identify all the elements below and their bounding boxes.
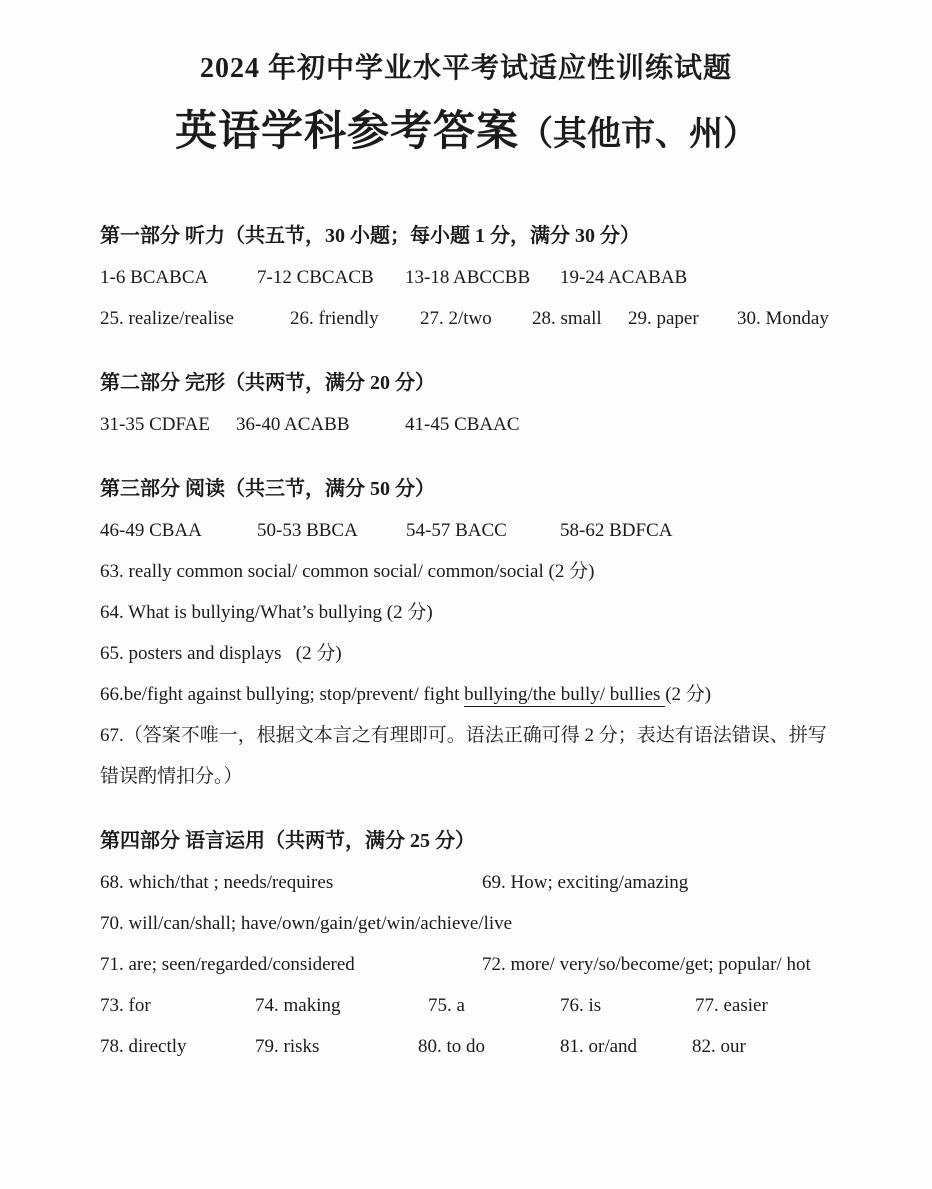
answer-cell: 46-49 CBAA [100, 520, 202, 541]
language-use-row-71-72 [100, 944, 840, 985]
answer-cell: 27. 2/two [420, 308, 492, 329]
answer-cell: 78. directly [100, 1036, 187, 1057]
answer-66-underlined-text: bullying/the bully/ bullies [464, 684, 666, 705]
language-use-row-68-69 [100, 862, 840, 903]
answer-cell: 1-6 BCABCA [100, 267, 209, 288]
answer-cell: 26. friendly [290, 308, 379, 329]
answer-cell: 50-53 BBCA [257, 520, 358, 541]
answer-cell: 71. are; seen/regarded/considered [100, 954, 355, 975]
section-heading-cloze: 第二部分 完形（共两节，满分 20 分） [100, 372, 435, 394]
answer-line-66 [100, 674, 840, 715]
answer-line-63: 63. really common social/ common social/ common/social (2 分) [100, 561, 595, 582]
answer-key-document [0, 46, 932, 1067]
title-block [0, 46, 932, 158]
language-use-row-78-82 [100, 1026, 840, 1067]
answer-line-67: 67.（答案不唯一，根据文本言之有理即可。语法正确可得 2 分；表达有语法错误、拼写错误酌情扣分。） [100, 725, 827, 787]
answer-cell: 54-57 BACC [406, 520, 507, 541]
answer-cell: 77. easier [695, 995, 768, 1016]
answer-cell: 25. realize/realise [100, 308, 234, 329]
answer-cell: 58-62 BDFCA [560, 520, 673, 541]
section-heading-reading: 第三部分 阅读（共三节，满分 50 分） [100, 478, 435, 500]
answer-cell: 79. risks [255, 1036, 320, 1057]
answer-66-suffix: (2 分) [665, 684, 712, 705]
answer-cell: 72. more/ very/so/become/get; popular/ hot [482, 954, 811, 975]
section-heading-listening: 第一部分 听力（共五节，30 小题；每小题 1 分，满分 30 分） [100, 225, 640, 247]
answer-key-title-region: （其他市、州） [519, 116, 757, 153]
answer-cell: 31-35 CDFAE [100, 414, 210, 435]
answer-cell: 73. for [100, 995, 151, 1016]
answer-66-prefix: 66.be/fight against bullying; stop/prevent/ fight [100, 684, 465, 705]
answer-cell: 74. making [255, 995, 341, 1016]
answer-cell: 81. or/and [560, 1036, 638, 1057]
section-heading-language-use: 第四部分 语言运用（共两节，满分 25 分） [100, 830, 475, 852]
reading-choice-answers-row [100, 510, 840, 551]
answer-cell: 82. our [692, 1036, 746, 1057]
answer-cell: 68. which/that ; needs/requires [100, 872, 334, 893]
answer-cell: 13-18 ABCCBB [405, 267, 531, 288]
answer-cell: 29. paper [628, 308, 699, 329]
answer-cell: 28. small [532, 308, 602, 329]
cloze-answers-row [100, 404, 840, 445]
answer-cell: 30. Monday [737, 308, 829, 329]
answer-cell: 69. How; exciting/amazing [482, 872, 689, 893]
answer-line-64: 64. What is bullying/What’s bullying (2 分) [100, 602, 433, 623]
document-body [0, 216, 932, 1067]
answer-key-title [0, 98, 932, 158]
answer-key-title-main: 英语学科参考答案 [174, 109, 519, 155]
exam-title: 2024 年初中学业水平考试适应性训练试题 [199, 53, 732, 84]
answer-line-65: 65. posters and displays (2 分) [100, 643, 342, 664]
listening-choice-answers-row [100, 257, 840, 298]
answer-cell: 75. a [428, 995, 465, 1016]
answer-cell: 19-24 ACABAB [560, 267, 688, 288]
answer-cell: 76. is [560, 995, 602, 1016]
answer-cell: 80. to do [418, 1036, 486, 1057]
listening-fill-answers-row [100, 298, 840, 339]
answer-cell: 36-40 ACABB [236, 414, 350, 435]
answer-cell: 41-45 CBAAC [405, 414, 520, 435]
answer-line-70: 70. will/can/shall; have/own/gain/get/win/achieve/live [100, 913, 513, 934]
language-use-row-73-77 [100, 985, 840, 1026]
answer-cell: 7-12 CBCACB [257, 267, 374, 288]
